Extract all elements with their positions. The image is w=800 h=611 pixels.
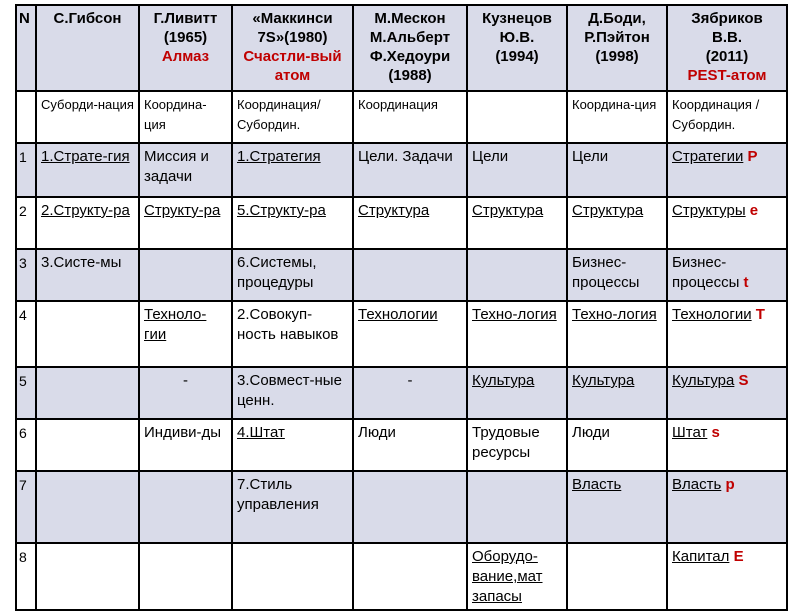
cell-text: 3.Систе-мы [41, 254, 122, 271]
subheader-text: Суборди-нация [41, 97, 134, 112]
header-author-line: (1965) [163, 29, 208, 46]
table-cell [139, 197, 232, 249]
header-model-name: Счастли-вый атом [243, 48, 342, 84]
table-cell [667, 197, 787, 249]
cell-text: 2.Структу-ра [41, 202, 130, 219]
cell-letter: S [738, 372, 749, 389]
row-number: 5 [19, 373, 27, 389]
table-cell [139, 471, 232, 543]
header-author-cell [36, 5, 139, 91]
table-cell [353, 419, 467, 471]
row-number-cell [16, 419, 36, 471]
row-number-cell [16, 249, 36, 301]
table-cell [36, 419, 139, 471]
table-cell [36, 249, 139, 301]
cell-text: Стратегии [672, 148, 744, 165]
header-author-line: Кузнецов [482, 10, 552, 27]
table-cell [467, 197, 567, 249]
cell-text: Культура [472, 372, 535, 389]
table-cell [567, 471, 667, 543]
table-row [16, 419, 787, 471]
row-number: 2 [19, 203, 27, 219]
subheader-text: Координация / Субордин. [672, 97, 760, 132]
subheader-n-cell [16, 91, 36, 143]
cell-text: Люди [572, 424, 610, 441]
table-cell [467, 143, 567, 197]
table-row [16, 197, 787, 249]
row-number: 1 [19, 149, 27, 165]
table-cell [353, 471, 467, 543]
table-row [16, 301, 787, 367]
table-cell [232, 419, 353, 471]
header-author-line: Ф.Хедоури [369, 48, 451, 65]
row-number-cell [16, 367, 36, 419]
row-number: 6 [19, 425, 27, 441]
subheader-text: Координация [358, 97, 438, 112]
header-model-name: PEST-атом [687, 67, 767, 84]
header-author-cell [567, 5, 667, 91]
cell-letter: T [755, 306, 765, 323]
cell-text: Технологии [672, 306, 752, 323]
subheader-cell [667, 91, 787, 143]
cell-text: 2.Совокуп-ность навыков [237, 306, 339, 343]
row-number-cell [16, 197, 36, 249]
header-author-line: С.Гибсон [53, 10, 122, 27]
header-n-label: N [19, 10, 30, 27]
header-row [16, 5, 787, 91]
cell-text: Структура [572, 202, 644, 219]
header-author-line: Д.Боди, [588, 10, 646, 27]
cell-text: - [407, 372, 413, 389]
table-cell [353, 367, 467, 419]
cell-text: Культура [572, 372, 635, 389]
table-cell [232, 197, 353, 249]
cell-letter: e [749, 202, 759, 219]
cell-text: Штат [672, 424, 708, 441]
table-cell [667, 143, 787, 197]
row-number: 8 [19, 549, 27, 565]
table-row [16, 143, 787, 197]
header-author-cell [353, 5, 467, 91]
cell-letter: P [747, 148, 758, 165]
cell-text: Структура [358, 202, 430, 219]
header-n-cell [16, 5, 36, 91]
header-author-line: М.Мескон [374, 10, 446, 27]
subheader-cell [36, 91, 139, 143]
header-author-line: В.В. [712, 29, 742, 46]
header-author-line: 7S»(1980) [257, 29, 328, 46]
cell-text: 6.Системы, процедуры [237, 254, 317, 291]
cell-text: 4.Штат [237, 424, 285, 441]
table-cell [467, 419, 567, 471]
header-author-line: Ю.В. [499, 29, 535, 46]
cell-text: 3.Совмест-ные ценн. [237, 372, 342, 409]
subheader-cell [467, 91, 567, 143]
table-cell [36, 301, 139, 367]
cell-text: Цели [572, 148, 609, 165]
cell-text: Власть [672, 476, 722, 493]
header-author-line: «Маккинси [252, 10, 333, 27]
table-cell [467, 249, 567, 301]
table-cell [36, 143, 139, 197]
table-cell [232, 249, 353, 301]
table-cell [139, 143, 232, 197]
header-author-line: Р.Пэйтон [584, 29, 650, 46]
table-cell [667, 249, 787, 301]
cell-text: Капитал [672, 548, 730, 565]
cell-text: Техно-логия [572, 306, 657, 323]
cell-text: Трудовые ресурсы [472, 424, 540, 461]
table-cell [467, 367, 567, 419]
row-number-cell [16, 301, 36, 367]
table-cell [232, 143, 353, 197]
table-cell [353, 143, 467, 197]
table-cell [232, 301, 353, 367]
table-row [16, 367, 787, 419]
cell-text: Индиви-ды [144, 424, 222, 441]
table-cell [467, 471, 567, 543]
table-cell [567, 419, 667, 471]
subheader-row [16, 91, 787, 143]
cell-text: Технологии [358, 306, 438, 323]
cell-text: 7.Стиль управления [237, 476, 319, 513]
cell-text: Техноло-гии [144, 306, 207, 343]
header-author-line: (1994) [495, 48, 539, 65]
cell-text: Цели. Задачи [358, 148, 453, 165]
table-cell [567, 197, 667, 249]
cell-text: Власть [572, 476, 622, 493]
cell-text: Техно-логия [472, 306, 557, 323]
table-cell [667, 419, 787, 471]
cell-text: Люди [358, 424, 396, 441]
table-cell [139, 249, 232, 301]
table-cell [139, 367, 232, 419]
header-author-line: М.Альберт [369, 29, 451, 46]
cell-text: Структуры [672, 202, 746, 219]
table-cell [567, 301, 667, 367]
cell-text: 1.Стратегия [237, 148, 321, 165]
cell-text: Структу-ра [144, 202, 221, 219]
cell-letter: t [743, 274, 749, 291]
header-author-line: (1988) [388, 67, 432, 84]
header-model-name: Алмаз [161, 48, 210, 65]
subheader-text: Координация/ Субордин. [237, 97, 321, 132]
table-cell [567, 249, 667, 301]
header-author-line: Г.Ливитт [153, 10, 218, 27]
table-cell [567, 367, 667, 419]
table-cell [139, 419, 232, 471]
subheader-cell [353, 91, 467, 143]
subheader-cell [139, 91, 232, 143]
cell-text: Культура [672, 372, 735, 389]
cell-text: Бизнес-процессы [572, 254, 640, 291]
table-cell [353, 197, 467, 249]
table-cell [667, 471, 787, 543]
comparison-table [15, 4, 788, 611]
table-row [16, 249, 787, 301]
header-author-cell [667, 5, 787, 91]
table-cell [232, 471, 353, 543]
table-body [16, 5, 787, 610]
table-cell [467, 301, 567, 367]
cell-letter: p [725, 476, 735, 493]
subheader-text: Координа-ция [144, 97, 207, 132]
subheader-cell [567, 91, 667, 143]
table-cell [36, 367, 139, 419]
subheader-cell [232, 91, 353, 143]
header-author-cell [139, 5, 232, 91]
header-author-cell [232, 5, 353, 91]
table-cell [567, 143, 667, 197]
table-cell [36, 197, 139, 249]
table-cell [139, 301, 232, 367]
table-cell [667, 367, 787, 419]
cell-text: Цели [472, 148, 509, 165]
header-author-line: (1998) [595, 48, 639, 65]
cell-text: Бизнес-процессы [672, 254, 740, 291]
header-author-line: Зябриков [691, 10, 763, 27]
cell-text: - [183, 372, 188, 389]
cell-letter: E [733, 548, 744, 565]
cell-letter: s [711, 424, 720, 441]
cell-text: Миссия и задачи [144, 148, 209, 185]
row-number: 7 [19, 477, 27, 493]
cell-text: 1.Страте-гия [41, 148, 130, 165]
row-number-cell [16, 471, 36, 543]
header-author-line: (2011) [705, 48, 749, 65]
cell-text: Оборудо-вание,мат запасы [472, 548, 543, 605]
table-cell [667, 301, 787, 367]
table-row [16, 471, 787, 543]
row-number-cell [16, 143, 36, 197]
header-author-cell [467, 5, 567, 91]
table-cell [353, 249, 467, 301]
table-cell [36, 471, 139, 543]
row-number: 4 [19, 307, 27, 323]
cell-text: 5.Структу-ра [237, 202, 326, 219]
table-cell [353, 301, 467, 367]
subheader-text: Координа-ция [572, 97, 657, 112]
row-number: 3 [19, 255, 27, 271]
table-cell [232, 367, 353, 419]
cell-text: Структура [472, 202, 544, 219]
